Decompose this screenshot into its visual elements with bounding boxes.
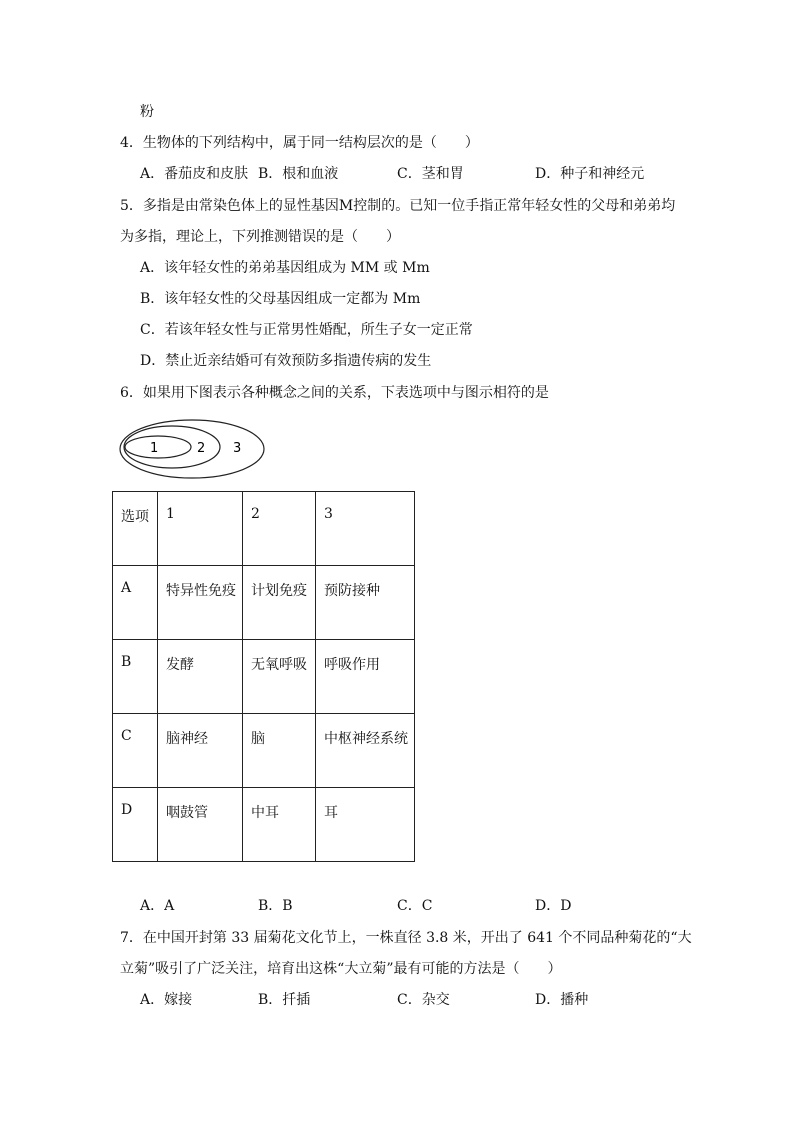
ellipse-3 <box>120 420 264 478</box>
table-cell: 发酵 <box>158 640 243 714</box>
ellipse-label-3: 3 <box>233 441 242 456</box>
question-4-option-d: D．种子和神经元 <box>535 166 645 182</box>
question-7-stem-line1: 7．在中国开封第 33 届菊花文化节上，一株直径 3.8 米，开出了 641 个不同品种菊花的“大 <box>120 930 692 946</box>
question-7-option-d: D．播种 <box>535 992 589 1008</box>
table-header-row <box>113 492 415 566</box>
table-cell: 中耳 <box>243 788 316 862</box>
question-4-option-b: B．根和血液 <box>258 166 339 182</box>
table-row <box>113 788 415 862</box>
question-4-option-a: A．番茄皮和皮肤 <box>140 166 249 182</box>
table-cell: 无氧呼吸 <box>243 640 316 714</box>
question-5-stem-line1: 5．多指是由常染色体上的显性基因M控制的。已知一位手指正常年轻女性的父母和弟弟均 <box>120 198 676 214</box>
question-5-stem-line2: 为多指，理论上，下列推测错误的是（ ） <box>120 229 400 245</box>
table-cell: 特异性免疫 <box>158 566 243 640</box>
ellipse-label-2: 2 <box>197 441 206 456</box>
question-7-option-c: C．杂交 <box>397 992 450 1008</box>
question-4-option-c: C．茎和胃 <box>397 166 464 182</box>
question-7-option-b: B．扦插 <box>258 992 311 1008</box>
continued-text-fragment: 粉 <box>140 104 154 120</box>
question-7-option-a: A．嫁接 <box>140 992 193 1008</box>
table-cell: 脑神经 <box>158 714 243 788</box>
question-6-stem: 6．如果用下图表示各种概念之间的关系，下表选项中与图示相符的是 <box>120 385 549 401</box>
question-7-stem-line2: 立菊”吸引了广泛关注，培育出这株“大立菊”最有可能的方法是（ ） <box>120 961 562 977</box>
question-5-option-b: B．该年轻女性的父母基因组成一定都为 Mm <box>140 291 421 307</box>
table-row <box>113 566 415 640</box>
table-cell: A <box>113 566 158 640</box>
table-cell: 耳 <box>316 788 415 862</box>
table-row <box>113 640 415 714</box>
table-cell: 呼吸作用 <box>316 640 415 714</box>
question-6-option-a: A．A <box>140 898 175 914</box>
question-6-option-d: D．D <box>535 898 572 914</box>
question-6-option-c: C．C <box>397 898 433 914</box>
table-cell: 咽鼓管 <box>158 788 243 862</box>
nested-ellipses-diagram <box>118 418 270 480</box>
question-5-option-c: C．若该年轻女性与正常男性婚配，所生子女一定正常 <box>140 322 473 338</box>
table-row <box>113 714 415 788</box>
question-6-option-b: B．B <box>258 898 293 914</box>
table-cell: 计划免疫 <box>243 566 316 640</box>
table-cell: C <box>113 714 158 788</box>
table-header-cell: 1 <box>158 492 243 566</box>
table-header-cell: 选项 <box>113 492 158 566</box>
ellipse-2 <box>124 426 220 468</box>
table-cell: D <box>113 788 158 862</box>
question-6-table <box>112 491 415 862</box>
table-cell: B <box>113 640 158 714</box>
question-5-option-d: D．禁止近亲结婚可有效预防多指遗传病的发生 <box>140 353 432 369</box>
table-cell: 脑 <box>243 714 316 788</box>
table-cell: 预防接种 <box>316 566 415 640</box>
table-cell: 中枢神经系统 <box>316 714 415 788</box>
table-header-cell: 3 <box>316 492 415 566</box>
ellipse-label-1: 1 <box>150 441 159 456</box>
table-header-cell: 2 <box>243 492 316 566</box>
question-5-option-a: A．该年轻女性的弟弟基因组成为 MM 或 Mm <box>140 260 430 276</box>
question-4-stem: 4．生物体的下列结构中，属于同一结构层次的是（ ） <box>120 135 479 151</box>
